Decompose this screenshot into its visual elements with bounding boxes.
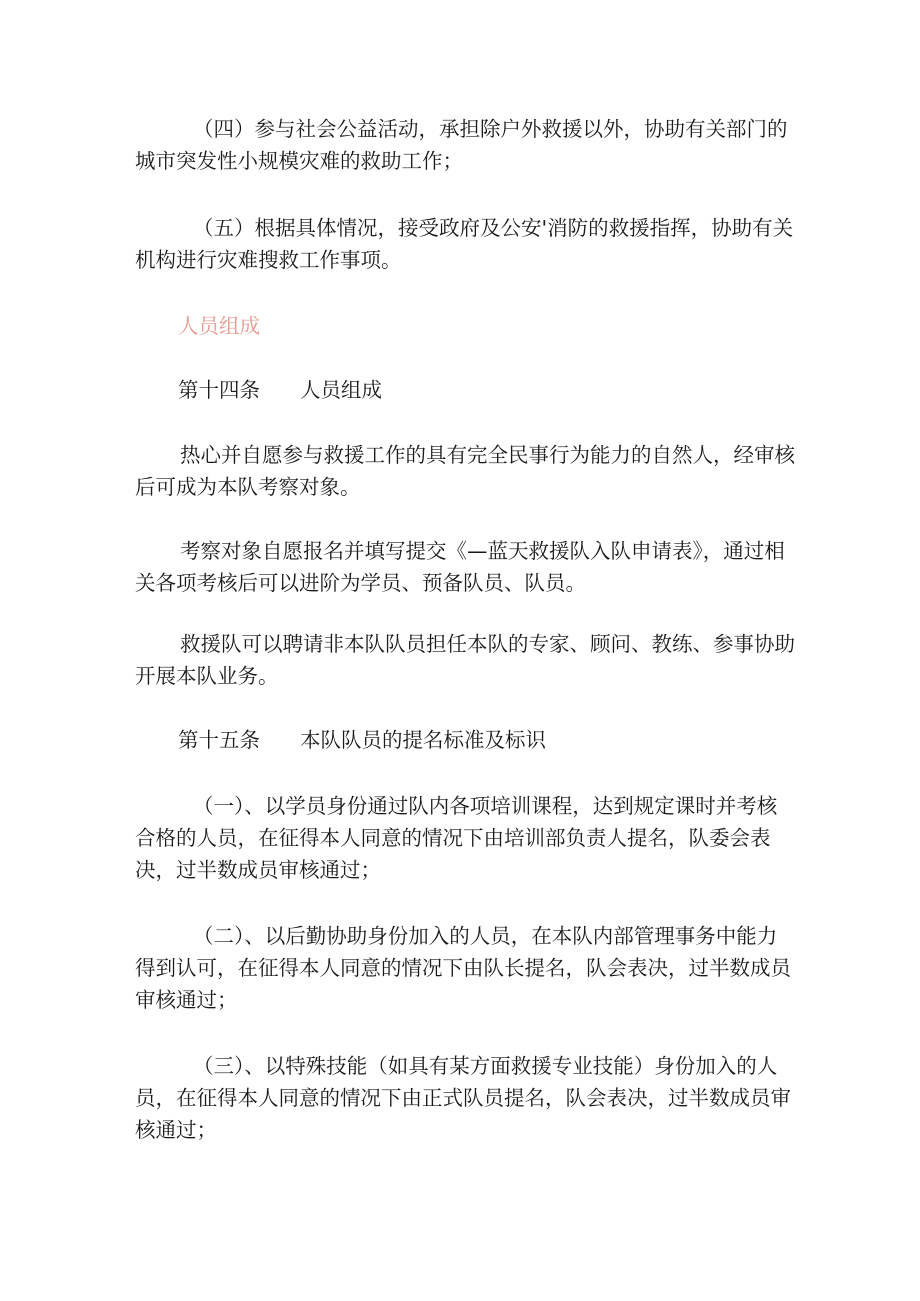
paragraph-advisors: 救援队可以聘请非本队队员担任本队的专家、顾问、教练、参事协助开展本队业务。 xyxy=(135,632,795,688)
article-14-number: 第十四条 xyxy=(178,378,260,402)
section-heading: 人员组成 xyxy=(178,314,260,338)
article-15-title: 本队队员的提名标准及标识 xyxy=(300,728,546,752)
paragraph-nomination-3: （三）、以特殊技能（如具有某方面救援专业技能）身份加入的人员，在征得本人同意的情况下由正式队员提名，队会表决，过半数成员审核通过； xyxy=(135,1054,791,1142)
article-14-title: 人员组成 xyxy=(300,378,382,402)
article-15-number: 第十五条 xyxy=(178,728,260,752)
paragraph-nomination-2: （二）、以后勤协助身份加入的人员，在本队内部管理事务中能力得到认可，在征得本人同意的情况下由队长提名，队会表决，过半数成员审核通过； xyxy=(135,924,791,1012)
article-14-heading xyxy=(178,374,382,406)
paragraph-application: 考察对象自愿报名并填写提交《—蓝天救援队入队申请表》，通过相关各项考核后可以进阶为学员、预备队员、队员。 xyxy=(135,539,785,595)
paragraph-item-5: （五）根据具体情况，接受政府及公安'消防的救援指挥，协助有关机构进行灾难搜救工作事项。 xyxy=(135,216,794,272)
article-15-heading xyxy=(178,724,546,756)
paragraph-item-4: （四）参与社会公益活动，承担除户外救援以外，协助有关部门的城市突发性小规模灾难的救助工作； xyxy=(135,117,788,173)
paragraph-eligibility: 热心并自愿参与救援工作的具有完全民事行为能力的自然人，经审核后可成为本队考察对象。 xyxy=(135,443,795,499)
paragraph-nomination-1: （一）、以学员身份通过队内各项培训课程，达到规定课时并考核合格的人员，在征得本人同意的情况下由培训部负责人提名，队委会表决，过半数成员审核通过； xyxy=(135,794,778,882)
